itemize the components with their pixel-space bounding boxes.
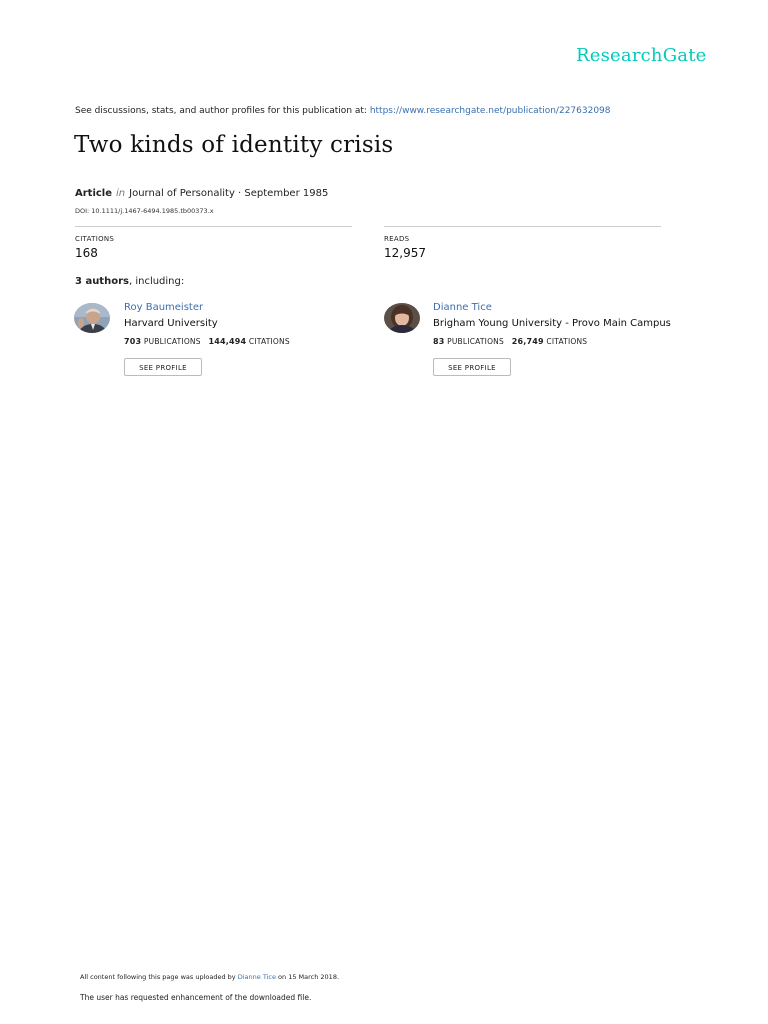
- upload-prefix: All content following this page was uploaded by: [80, 973, 238, 981]
- author-institution: Harvard University: [124, 318, 218, 329]
- author-name-roy-baumeister[interactable]: Roy Baumeister: [124, 302, 204, 313]
- publications-count: 83: [433, 337, 445, 346]
- in-label: in: [116, 188, 126, 199]
- citations-count: 26,749: [511, 337, 544, 346]
- reads-label: READS: [384, 235, 410, 243]
- see-profile-button-roy-baumeister[interactable]: SEE PROFILE: [124, 358, 202, 376]
- citations-count: 144,494: [208, 337, 247, 346]
- publication-link[interactable]: https://www.researchgate.net/publication/227632098: [369, 106, 611, 116]
- author-stats: [433, 337, 587, 346]
- citations-label: CITATIONS: [546, 337, 588, 346]
- publications-count: 703: [124, 337, 142, 346]
- authors-count: 3 authors: [75, 276, 129, 287]
- authors-line: [75, 276, 184, 287]
- article-meta: [75, 188, 328, 199]
- reads-value: 12,957: [384, 246, 426, 260]
- see-profile-button-dianne-tice[interactable]: SEE PROFILE: [433, 358, 511, 376]
- publications-label: PUBLICATIONS: [143, 337, 201, 346]
- divider-citations: [75, 226, 352, 227]
- author-name-dianne-tice[interactable]: Dianne Tice: [433, 302, 492, 313]
- upload-note: [80, 973, 339, 981]
- divider-reads: [384, 226, 661, 227]
- enhancement-note: The user has requested enhancement of the downloaded file.: [80, 993, 312, 1002]
- citations-label: CITATIONS: [75, 235, 115, 243]
- discussion-line: [75, 106, 611, 116]
- journal-info: Journal of Personality · September 1985: [129, 188, 329, 199]
- avatar-photo: [74, 303, 110, 333]
- uploader-link[interactable]: Dianne Tice: [237, 973, 276, 981]
- citations-label: CITATIONS: [248, 337, 290, 346]
- author-stats: [124, 337, 290, 346]
- avatar-roy-baumeister[interactable]: [74, 303, 110, 333]
- authors-suffix: , including:: [128, 276, 185, 287]
- author-institution: Brigham Young University - Provo Main Campus: [433, 318, 671, 329]
- avatar-photo: [384, 303, 420, 333]
- researchgate-logo[interactable]: ResearchGate: [576, 45, 707, 66]
- publications-label: PUBLICATIONS: [447, 337, 504, 346]
- avatar-dianne-tice[interactable]: [384, 303, 420, 333]
- article-type: Article: [75, 188, 113, 199]
- upload-suffix: on 15 March 2018.: [275, 973, 340, 981]
- page-title: Two kinds of identity crisis: [74, 132, 394, 158]
- doi: DOI: 10.1111/j.1467-6494.1985.tb00373.x: [75, 207, 214, 215]
- discussion-text: See discussions, stats, and author profiles for this publication at:: [75, 106, 370, 116]
- citations-value: 168: [75, 246, 98, 260]
